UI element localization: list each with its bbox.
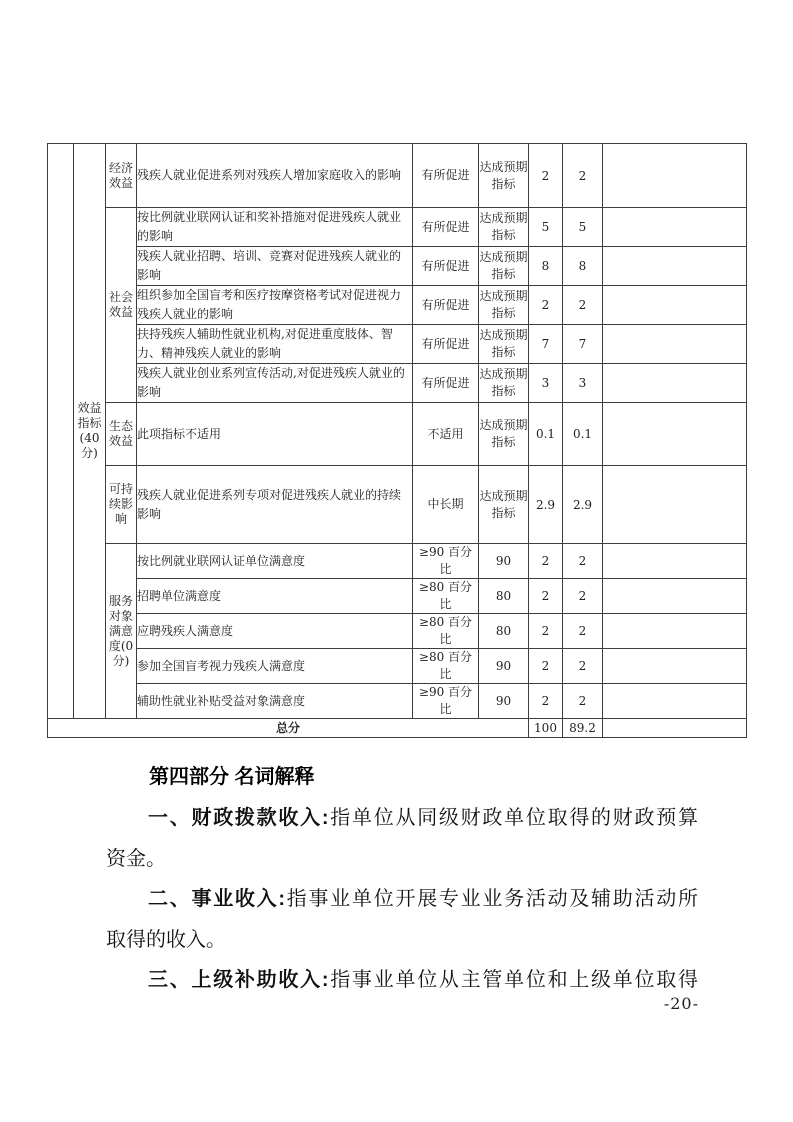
group-cell-sustain: 可持续影响 [106,466,137,544]
score-cell: 2 [563,614,603,649]
weight-cell: 2 [529,684,563,719]
remark-cell [603,684,747,719]
indicator-cell: 辅助性就业补贴受益对象满意度 [137,684,413,719]
section-heading: 第四部分 名词解释 [149,766,315,788]
weight-cell: 2 [529,286,563,325]
indicator-cell: 残疾人就业促进系列对残疾人增加家庭收入的影响 [137,144,413,208]
weight-cell: 2.9 [529,466,563,544]
weight-cell: 5 [529,208,563,247]
total-row [48,719,747,738]
indicator-cell: 应聘残疾人满意度 [137,614,413,649]
remark-cell [603,325,747,364]
score-cell: 2 [563,286,603,325]
score-cell: 5 [563,208,603,247]
table-row [48,684,747,719]
score-cell: 2 [563,684,603,719]
score-cell: 2 [563,544,603,579]
remark-cell [603,649,747,684]
term-paragraph-line [106,797,698,838]
indicator-cell: 残疾人就业创业系列宣传活动,对促进残疾人就业的影响 [137,364,413,403]
score-cell: 2.9 [563,466,603,544]
score-cell: 8 [563,247,603,286]
term-text: 指事业单位开展专业业务活动及辅助活动所 [285,886,698,910]
term-paragraph-line: 资金。 [106,846,166,870]
section-label-cell: 效益指标(40分) [74,144,106,719]
weight-cell: 2 [529,579,563,614]
weight-cell: 2 [529,614,563,649]
table-row [48,649,747,684]
term-lead: 三、上级补助收入: [148,969,329,991]
target-cell: 有所促进 [413,325,479,364]
result-cell: 达成预期指标 [479,403,529,466]
score-cell: 7 [563,325,603,364]
result-cell: 达成预期指标 [479,208,529,247]
weight-cell: 8 [529,247,563,286]
table-row [48,208,747,247]
group-cell-economic: 经济效益 [106,144,137,208]
table-row [48,325,747,364]
score-cell: 3 [563,364,603,403]
result-cell: 达成预期指标 [479,286,529,325]
weight-cell: 0.1 [529,403,563,466]
indicator-cell: 按比例就业联网认证单位满意度 [137,544,413,579]
target-cell: 中长期 [413,466,479,544]
remark-cell [603,614,747,649]
remark-cell [603,208,747,247]
result-cell: 90 [479,684,529,719]
table-row [48,364,747,403]
target-cell: ≥80 百分比 [413,649,479,684]
indicator-cell: 残疾人就业促进系列专项对促进残疾人就业的持续影响 [137,466,413,544]
table-row [48,286,747,325]
indicator-cell: 招聘单位满意度 [137,579,413,614]
table-row [48,544,747,579]
table-row [48,403,747,466]
result-cell: 达成预期指标 [479,364,529,403]
target-cell: 不适用 [413,403,479,466]
target-cell: 有所促进 [413,208,479,247]
remark-cell [603,403,747,466]
score-cell: 2 [563,579,603,614]
left-spacer-cell [48,144,74,719]
indicator-cell: 残疾人就业招聘、培训、竞赛对促进残疾人就业的影响 [137,247,413,286]
weight-cell: 2 [529,144,563,208]
indicator-cell: 此项指标不适用 [137,403,413,466]
result-cell: 80 [479,614,529,649]
indicator-cell: 组织参加全国盲考和医疗按摩资格考试对促进视力残疾人就业的影响 [137,286,413,325]
table-row [48,466,747,544]
indicator-cell: 按比例就业联网认证和奖补措施对促进残疾人就业的影响 [137,208,413,247]
score-cell: 0.1 [563,403,603,466]
result-cell: 达成预期指标 [479,466,529,544]
table-row [48,144,747,208]
target-cell: 有所促进 [413,247,479,286]
group-cell-ecological: 生态效益 [106,403,137,466]
indicator-cell: 参加全国盲考视力残疾人满意度 [137,649,413,684]
weight-cell: 2 [529,649,563,684]
remark-cell [603,144,747,208]
weight-cell: 2 [529,544,563,579]
target-cell: 有所促进 [413,286,479,325]
terms-section [106,757,698,1000]
group-cell-service: 服务对象满意度(0分) [106,544,137,719]
target-cell: 有所促进 [413,364,479,403]
table-row [48,614,747,649]
result-cell: 90 [479,649,529,684]
remark-cell [603,247,747,286]
weight-cell: 7 [529,325,563,364]
target-cell: ≥90 百分比 [413,544,479,579]
target-cell: ≥80 百分比 [413,579,479,614]
total-weight-cell: 100 [529,719,563,738]
remark-cell [603,719,747,738]
benefit-indicators-table [47,143,747,738]
score-cell: 2 [563,649,603,684]
term-paragraph-line [106,878,698,919]
table-row [48,579,747,614]
score-cell: 2 [563,144,603,208]
result-cell: 达成预期指标 [479,325,529,364]
indicator-cell: 扶持残疾人辅助性就业机构,对促进重度肢体、智力、精神残疾人就业的影响 [137,325,413,364]
result-cell: 达成预期指标 [479,247,529,286]
result-cell: 90 [479,544,529,579]
term-lead: 二、事业收入: [148,888,286,910]
term-paragraph-line [106,959,698,1000]
term-text: 指单位从同级财政单位取得的财政预算 [328,805,698,829]
remark-cell [603,579,747,614]
remark-cell [603,466,747,544]
term-paragraph-line: 取得的收入。 [106,927,226,951]
group-cell-social: 社会效益 [106,208,137,403]
result-cell: 达成预期指标 [479,144,529,208]
total-score-cell: 89.2 [563,719,603,738]
page-number: -20- [663,994,699,1013]
term-text: 指事业单位从主管单位和上级单位取得 [328,967,698,991]
result-cell: 80 [479,579,529,614]
total-label-cell: 总分 [48,719,529,738]
table-row [48,247,747,286]
remark-cell [603,544,747,579]
remark-cell [603,286,747,325]
remark-cell [603,364,747,403]
target-cell: ≥90 百分比 [413,684,479,719]
target-cell: 有所促进 [413,144,479,208]
weight-cell: 3 [529,364,563,403]
term-lead: 一、财政拨款收入: [148,807,329,829]
target-cell: ≥80 百分比 [413,614,479,649]
